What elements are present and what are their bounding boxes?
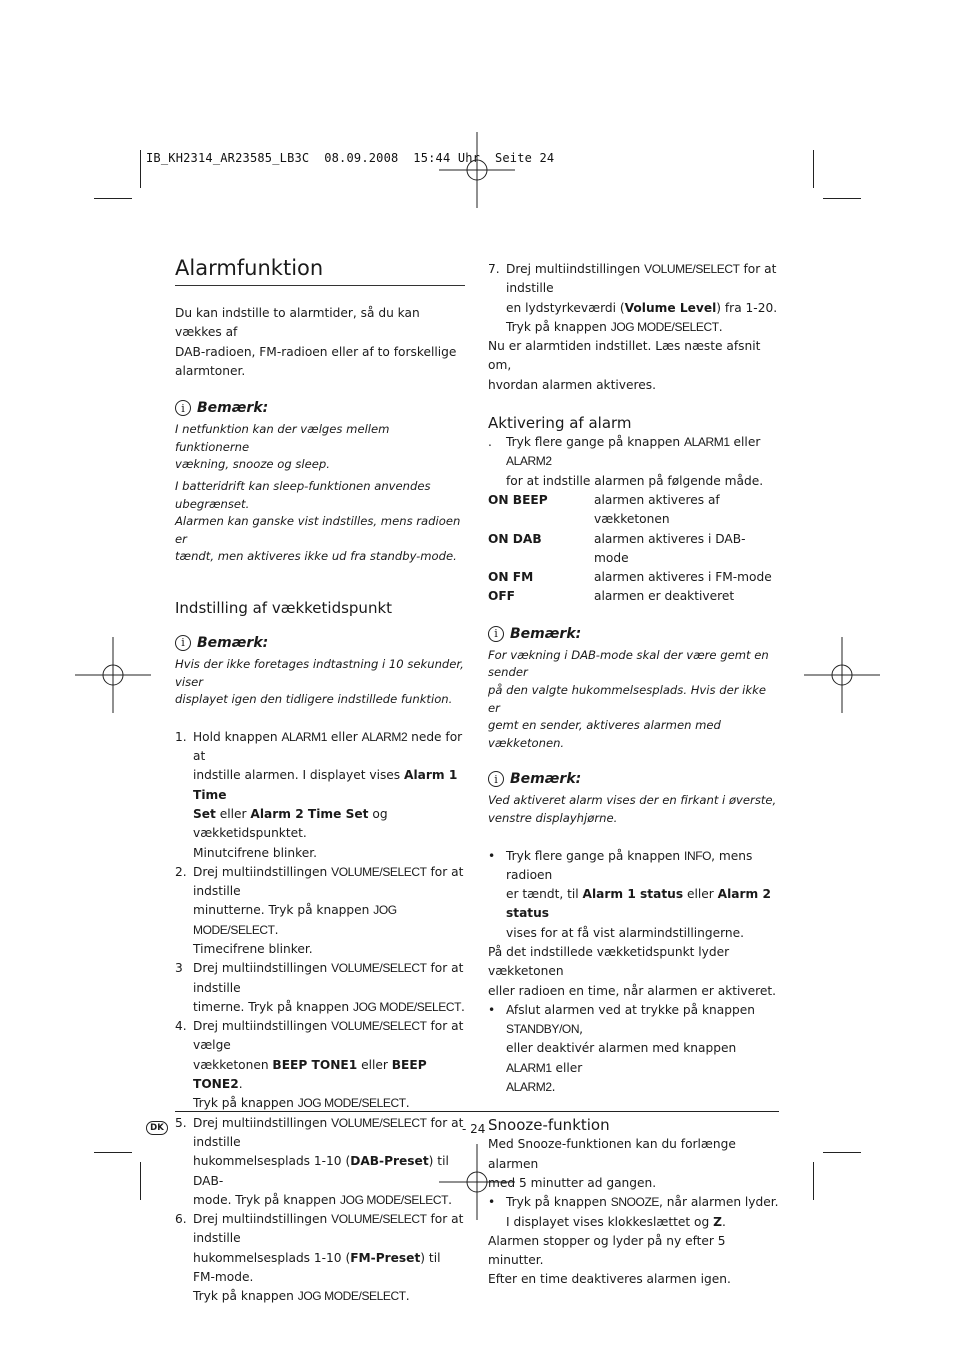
button-name: JOG MODE/SELECT xyxy=(610,319,719,334)
section-heading: Snooze-funktion xyxy=(488,1116,610,1135)
text-line: Ved aktiveret alarm vises der en firkant i øverste, xyxy=(488,793,777,808)
text-line: For vækning i DAB-mode skal der være gemt en sender xyxy=(488,647,769,680)
text: ) til FM-mode. xyxy=(193,1250,441,1285)
list-item xyxy=(175,863,465,959)
list-item xyxy=(175,959,465,1017)
text-line: vækning, snooze og sleep. xyxy=(175,457,330,472)
list-item xyxy=(488,1193,780,1232)
button-name: ALARM2 xyxy=(361,729,408,744)
bullet: • xyxy=(488,1195,496,1210)
text-line: I batteridrift kan sleep-funktionen anvendes ubegrænset. xyxy=(175,478,431,511)
text: nede for at xyxy=(193,729,463,764)
button-name: VOLUME/SELECT xyxy=(331,1212,427,1227)
step-number: 3 xyxy=(175,961,183,976)
button-name: VOLUME/SELECT xyxy=(331,1019,427,1034)
text-line: Nu er alarmtiden indstillet. Læs næste afsnit om, xyxy=(488,339,761,373)
button-name: SNOOZE xyxy=(610,1195,659,1210)
text: . xyxy=(238,1077,243,1092)
button-name: JOG MODE/SELECT xyxy=(297,1289,406,1304)
display-text: Set xyxy=(193,806,216,821)
button-name: ALARM1 xyxy=(684,435,730,450)
text: Tryk på knappen xyxy=(193,1096,298,1111)
text-line: Hvis der ikke foretages indtastning i 10 sekunder, viser xyxy=(175,656,464,689)
bullet: • xyxy=(488,848,496,863)
text-line: Efter en time deaktiveres alarmen igen. xyxy=(488,1272,731,1287)
crop-mark xyxy=(813,1162,814,1200)
text: og vækketidspunktet. xyxy=(193,806,388,841)
text: , når alarmen lyder. xyxy=(659,1195,779,1210)
text-line: DAB-radioen, FM-radioen eller af to forskellige xyxy=(175,344,457,359)
text: er tændt, til xyxy=(506,887,583,902)
button-name: STANDBY/ON xyxy=(506,1022,580,1037)
text: eller deaktivér alarmen med knappen xyxy=(506,1041,737,1056)
alarm-mode-desc: alarmen aktiveres i DAB-mode xyxy=(594,531,746,565)
list-item xyxy=(488,1001,780,1097)
text: Afslut alarmen ved at trykke på knappen xyxy=(506,1002,755,1017)
text: Drej multiindstillingen xyxy=(193,961,332,976)
note-label: Bemærk: xyxy=(197,634,269,651)
list-item xyxy=(175,1210,465,1306)
text: Drej multiindstillingen xyxy=(193,1019,332,1034)
text: for at indstille xyxy=(193,1115,464,1149)
text: eller xyxy=(327,729,362,744)
text-line: vises for at få vist alarmindstillingerne. xyxy=(506,925,745,940)
step-number: 1. xyxy=(175,729,187,744)
alarm-mode-key: ON DAB xyxy=(488,531,542,546)
alarm-mode-table xyxy=(488,491,780,607)
text-line: Timecifrene blinker. xyxy=(193,941,313,956)
right-column xyxy=(488,260,780,1290)
alarm-mode-desc: alarmen er deaktiveret xyxy=(594,589,735,604)
step-number: 7. xyxy=(488,262,500,276)
bullet: . xyxy=(488,435,492,450)
note-label: Bemærk: xyxy=(510,771,582,788)
text-line: venstre displayhjørne. xyxy=(488,810,618,825)
activation-list xyxy=(488,433,780,491)
text-line: med 5 minutter ad gangen. xyxy=(488,1175,657,1190)
text-line: alarmtoner. xyxy=(175,363,246,378)
crop-mark xyxy=(94,1152,132,1153)
note-text xyxy=(488,792,780,827)
text-line: Du kan indstille to alarmtider, så du kan vækkes af xyxy=(175,306,420,340)
button-name: ALARM2 xyxy=(506,1080,552,1095)
language-badge: DK xyxy=(146,1121,168,1135)
text: en lydstyrkeværdi ( xyxy=(506,300,625,315)
text-line: På det indstillede vækketidspunkt lyder vækketonen xyxy=(488,944,730,979)
button-name: JOG MODE/SELECT xyxy=(193,903,397,937)
text-line: tændt, men aktiveres ikke ud fra standby-mode. xyxy=(175,549,457,564)
crop-mark xyxy=(823,1152,861,1153)
text: for at indstille xyxy=(506,262,777,296)
text: Drej multiindstillingen xyxy=(506,262,645,276)
note-label: Bemærk: xyxy=(510,625,582,642)
alarm-mode-key: ON BEEP xyxy=(488,492,548,507)
text: Drej multiindstillingen xyxy=(193,864,332,879)
note-box xyxy=(175,398,465,566)
alarm-mode-key: OFF xyxy=(488,589,516,604)
text: . xyxy=(551,1080,556,1095)
note-box xyxy=(488,624,780,753)
footer-divider xyxy=(175,1111,779,1112)
display-text: FM-Preset xyxy=(350,1250,421,1265)
note-heading xyxy=(175,398,465,418)
text: I displayet vises klokkeslættet og xyxy=(506,1214,714,1229)
crop-mark xyxy=(140,150,141,188)
text: Tryk flere gange på knappen xyxy=(506,435,685,450)
button-name: ALARM2 xyxy=(506,454,552,469)
info-icon: i xyxy=(488,771,504,787)
text-line: Alarmen kan ganske vist indstilles, mens radioen er xyxy=(175,514,461,546)
text: vækketonen xyxy=(193,1057,273,1072)
alarm-mode-desc: alarmen aktiveres af vækketonen xyxy=(594,492,720,527)
button-name: JOG MODE/SELECT xyxy=(297,1096,406,1111)
text: for at indstille xyxy=(193,1212,464,1246)
note-heading xyxy=(488,769,780,789)
title-divider xyxy=(175,285,465,286)
note-text xyxy=(175,656,465,709)
crop-mark xyxy=(140,1162,141,1200)
info-icon: i xyxy=(175,400,191,416)
text: for at vælge xyxy=(193,1019,464,1053)
text-line: displayet igen den tidligere indstillede funktion. xyxy=(175,692,453,707)
page-number: - 24 - xyxy=(462,1122,494,1136)
text: eller xyxy=(683,887,718,902)
text: , xyxy=(579,1022,583,1037)
registration-mark-icon xyxy=(75,637,151,713)
note-label: Bemærk: xyxy=(197,400,269,417)
list-item xyxy=(488,847,780,943)
display-text: Alarm 2 status xyxy=(506,887,771,921)
display-text: DAB-Preset xyxy=(350,1154,429,1169)
text: . xyxy=(448,1192,452,1207)
text: eller xyxy=(551,1060,583,1075)
intro-paragraph xyxy=(175,304,465,381)
text-line: Med Snooze-funktionen kan du forlænge alarmen xyxy=(488,1137,736,1171)
crop-mark xyxy=(94,198,132,199)
text: . xyxy=(274,922,279,937)
button-name: ALARM1 xyxy=(281,729,328,744)
button-name: ALARM1 xyxy=(506,1060,552,1075)
button-name: JOG MODE/SELECT xyxy=(340,1192,449,1207)
text-line: I netfunktion kan der vælges mellem funktionerne xyxy=(175,422,390,454)
crop-mark xyxy=(823,198,861,199)
display-text: Alarm 2 Time Set xyxy=(250,806,369,821)
note-box xyxy=(488,769,780,827)
text-line: Minutcifrene blinker. xyxy=(193,845,317,860)
text: Hold knappen xyxy=(193,729,282,744)
left-column xyxy=(175,255,465,1307)
text: eller xyxy=(357,1057,392,1072)
text: . xyxy=(405,1096,410,1111)
text: , mens radioen xyxy=(506,848,753,882)
text: . xyxy=(461,999,465,1014)
text: hukommelsesplads 1-10 ( xyxy=(193,1250,351,1265)
steps-list xyxy=(175,728,465,1307)
text: hukommelsesplads 1-10 ( xyxy=(193,1154,351,1169)
text-line: eller radioen en time, når alarmen er aktiveret. xyxy=(488,983,777,998)
list-item xyxy=(175,1017,465,1113)
text: for at indstille xyxy=(193,961,464,995)
text-line: Alarmen stopper og lyder på ny efter 5 minutter. xyxy=(488,1233,726,1268)
note-heading xyxy=(175,633,465,653)
snooze-list xyxy=(488,1193,780,1232)
note-text xyxy=(488,647,780,753)
button-name: VOLUME/SELECT xyxy=(331,1115,427,1130)
text: . xyxy=(721,1214,726,1229)
button-name: INFO xyxy=(684,848,712,863)
button-name: VOLUME/SELECT xyxy=(331,961,427,976)
display-text: Alarm 1 status xyxy=(582,887,684,902)
text: Tryk på knappen xyxy=(506,319,611,334)
info-list xyxy=(488,847,780,943)
text-line: hvordan alarmen aktiveres. xyxy=(488,377,656,392)
text: minutterne. Tryk på knappen xyxy=(193,903,374,918)
text: Tryk på knappen xyxy=(506,1195,611,1210)
text: ) til DAB- xyxy=(193,1154,449,1188)
display-text: Alarm 1 Time xyxy=(193,768,458,802)
stop-list xyxy=(488,1001,780,1097)
step-number: 4. xyxy=(175,1019,187,1034)
text: Drej multiindstillingen xyxy=(193,1115,332,1130)
text-line: for at indstille alarmen på følgende måde. xyxy=(506,473,764,488)
text: eller xyxy=(729,435,761,450)
print-header: IB_KH2314_AR23585_LB3C 08.09.2008 15:44 Uhr Seite 24 xyxy=(146,151,555,165)
text: mode. Tryk på knappen xyxy=(193,1192,341,1207)
list-item xyxy=(175,728,465,863)
display-text: BEEP TONE1 xyxy=(272,1057,358,1072)
note-heading xyxy=(488,624,780,644)
bullet: • xyxy=(488,1002,496,1017)
registration-mark-icon xyxy=(439,132,515,208)
list-item xyxy=(488,260,780,337)
steps-list xyxy=(488,260,780,337)
button-name: JOG MODE/SELECT xyxy=(353,999,462,1014)
text: for at indstille xyxy=(193,864,464,899)
alarm-mode-key: ON FM xyxy=(488,570,534,585)
text: timerne. Tryk på knappen xyxy=(193,999,354,1014)
text-line: gemt en sender, aktiveres alarmen med vækketonen. xyxy=(488,718,721,750)
step-number: 6. xyxy=(175,1212,187,1227)
info-icon: i xyxy=(488,626,504,642)
alarm-mode-desc: alarmen aktiveres i FM-mode xyxy=(594,570,772,585)
section-heading: Indstilling af vækketidspunkt xyxy=(175,598,393,617)
display-text: BEEP TONE2 xyxy=(193,1057,427,1092)
text-line: på den valgte hukommelsesplads. Hvis der ikke er xyxy=(488,682,766,715)
button-name: VOLUME/SELECT xyxy=(644,262,740,276)
section-heading: Aktivering af alarm xyxy=(488,414,632,433)
step-number: 5. xyxy=(175,1115,187,1130)
note-box xyxy=(175,633,465,709)
note-text xyxy=(175,421,465,566)
display-text: Volume Level xyxy=(624,300,717,315)
list-item xyxy=(175,1114,465,1210)
text: indstille alarmen. I displayet vises xyxy=(193,768,405,783)
text: Tryk på knappen xyxy=(193,1289,298,1304)
info-icon: i xyxy=(175,635,191,651)
text: . xyxy=(405,1289,410,1304)
list-item xyxy=(488,433,780,491)
text: eller xyxy=(215,806,251,821)
crop-mark xyxy=(813,150,814,188)
text: . xyxy=(718,319,723,334)
button-name: VOLUME/SELECT xyxy=(331,864,427,879)
text: Tryk flere gange på knappen xyxy=(506,848,685,863)
display-text: Z xyxy=(713,1214,722,1229)
step-number: 2. xyxy=(175,864,187,879)
registration-mark-icon xyxy=(804,637,880,713)
text: Drej multiindstillingen xyxy=(193,1212,332,1227)
page-title: Alarmfunktion xyxy=(175,256,324,280)
text: ) fra 1-20. xyxy=(716,300,778,315)
